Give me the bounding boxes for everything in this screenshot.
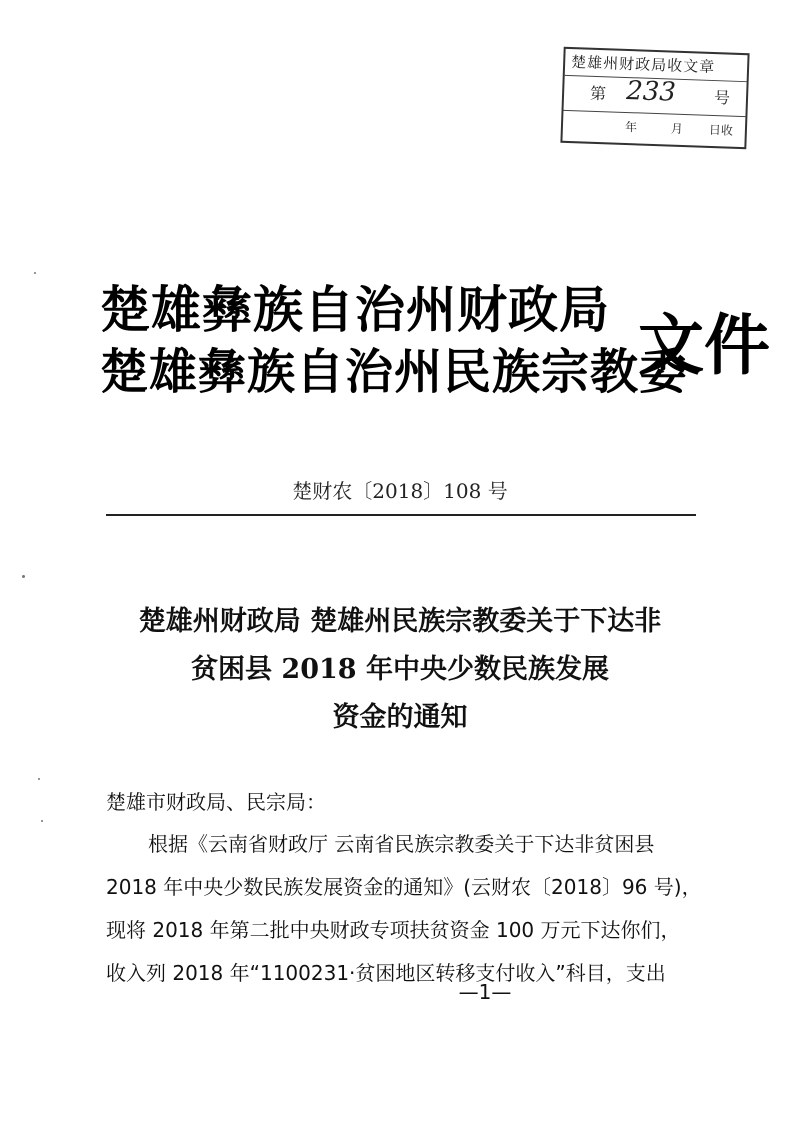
addressee: 楚雄市财政局、民宗局： bbox=[106, 790, 326, 814]
document-suffix: 文件 bbox=[638, 307, 770, 384]
stamp-hao: 号 bbox=[713, 88, 731, 108]
issuer-name-ethnic-affairs: 楚雄彝族自治州民族宗教委 bbox=[100, 344, 689, 400]
document-title bbox=[0, 598, 800, 742]
stamp-org: 楚雄州财政局收文章 bbox=[565, 49, 748, 82]
scan-speck bbox=[34, 272, 36, 274]
issuer-name-finance: 楚雄彝族自治州财政局 bbox=[100, 281, 610, 339]
body-line: 现将 2018 年第二批中央财政专项扶贫资金 100 万元下达你们， bbox=[106, 918, 681, 942]
stamp-month: 月 bbox=[670, 121, 684, 136]
document-number: 楚财农〔2018〕108 号 bbox=[292, 479, 508, 503]
body-line: 2018 年中央少数民族发展资金的通知》(云财农〔2018〕96 号)， bbox=[106, 875, 702, 899]
stamp-date-row bbox=[563, 111, 746, 145]
receipt-stamp bbox=[560, 47, 749, 149]
scan-speck bbox=[22, 575, 25, 578]
stamp-di: 第 bbox=[589, 83, 607, 104]
body-line: 收入列 2018 年“1100231·贫困地区转移支付收入”科目，支出 bbox=[106, 961, 666, 985]
stamp-day: 日收 bbox=[708, 122, 734, 138]
title-line-3: 资金的通知 bbox=[332, 702, 468, 733]
stamp-number: 233 bbox=[625, 76, 677, 108]
header-divider bbox=[106, 514, 696, 516]
scan-speck bbox=[38, 778, 40, 780]
stamp-year: 年 bbox=[624, 119, 638, 135]
title-line-1: 楚雄州财政局 楚雄州民族宗教委关于下达非 bbox=[138, 606, 662, 637]
body-text bbox=[106, 823, 706, 995]
page-number: —1— bbox=[458, 980, 512, 1004]
title-line-2: 贫困县 2018 年中央少数民族发展 bbox=[191, 654, 609, 685]
body-line: 根据《云南省财政厅 云南省民族宗教委关于下达非贫困县 bbox=[148, 832, 655, 856]
scan-speck bbox=[41, 820, 43, 822]
